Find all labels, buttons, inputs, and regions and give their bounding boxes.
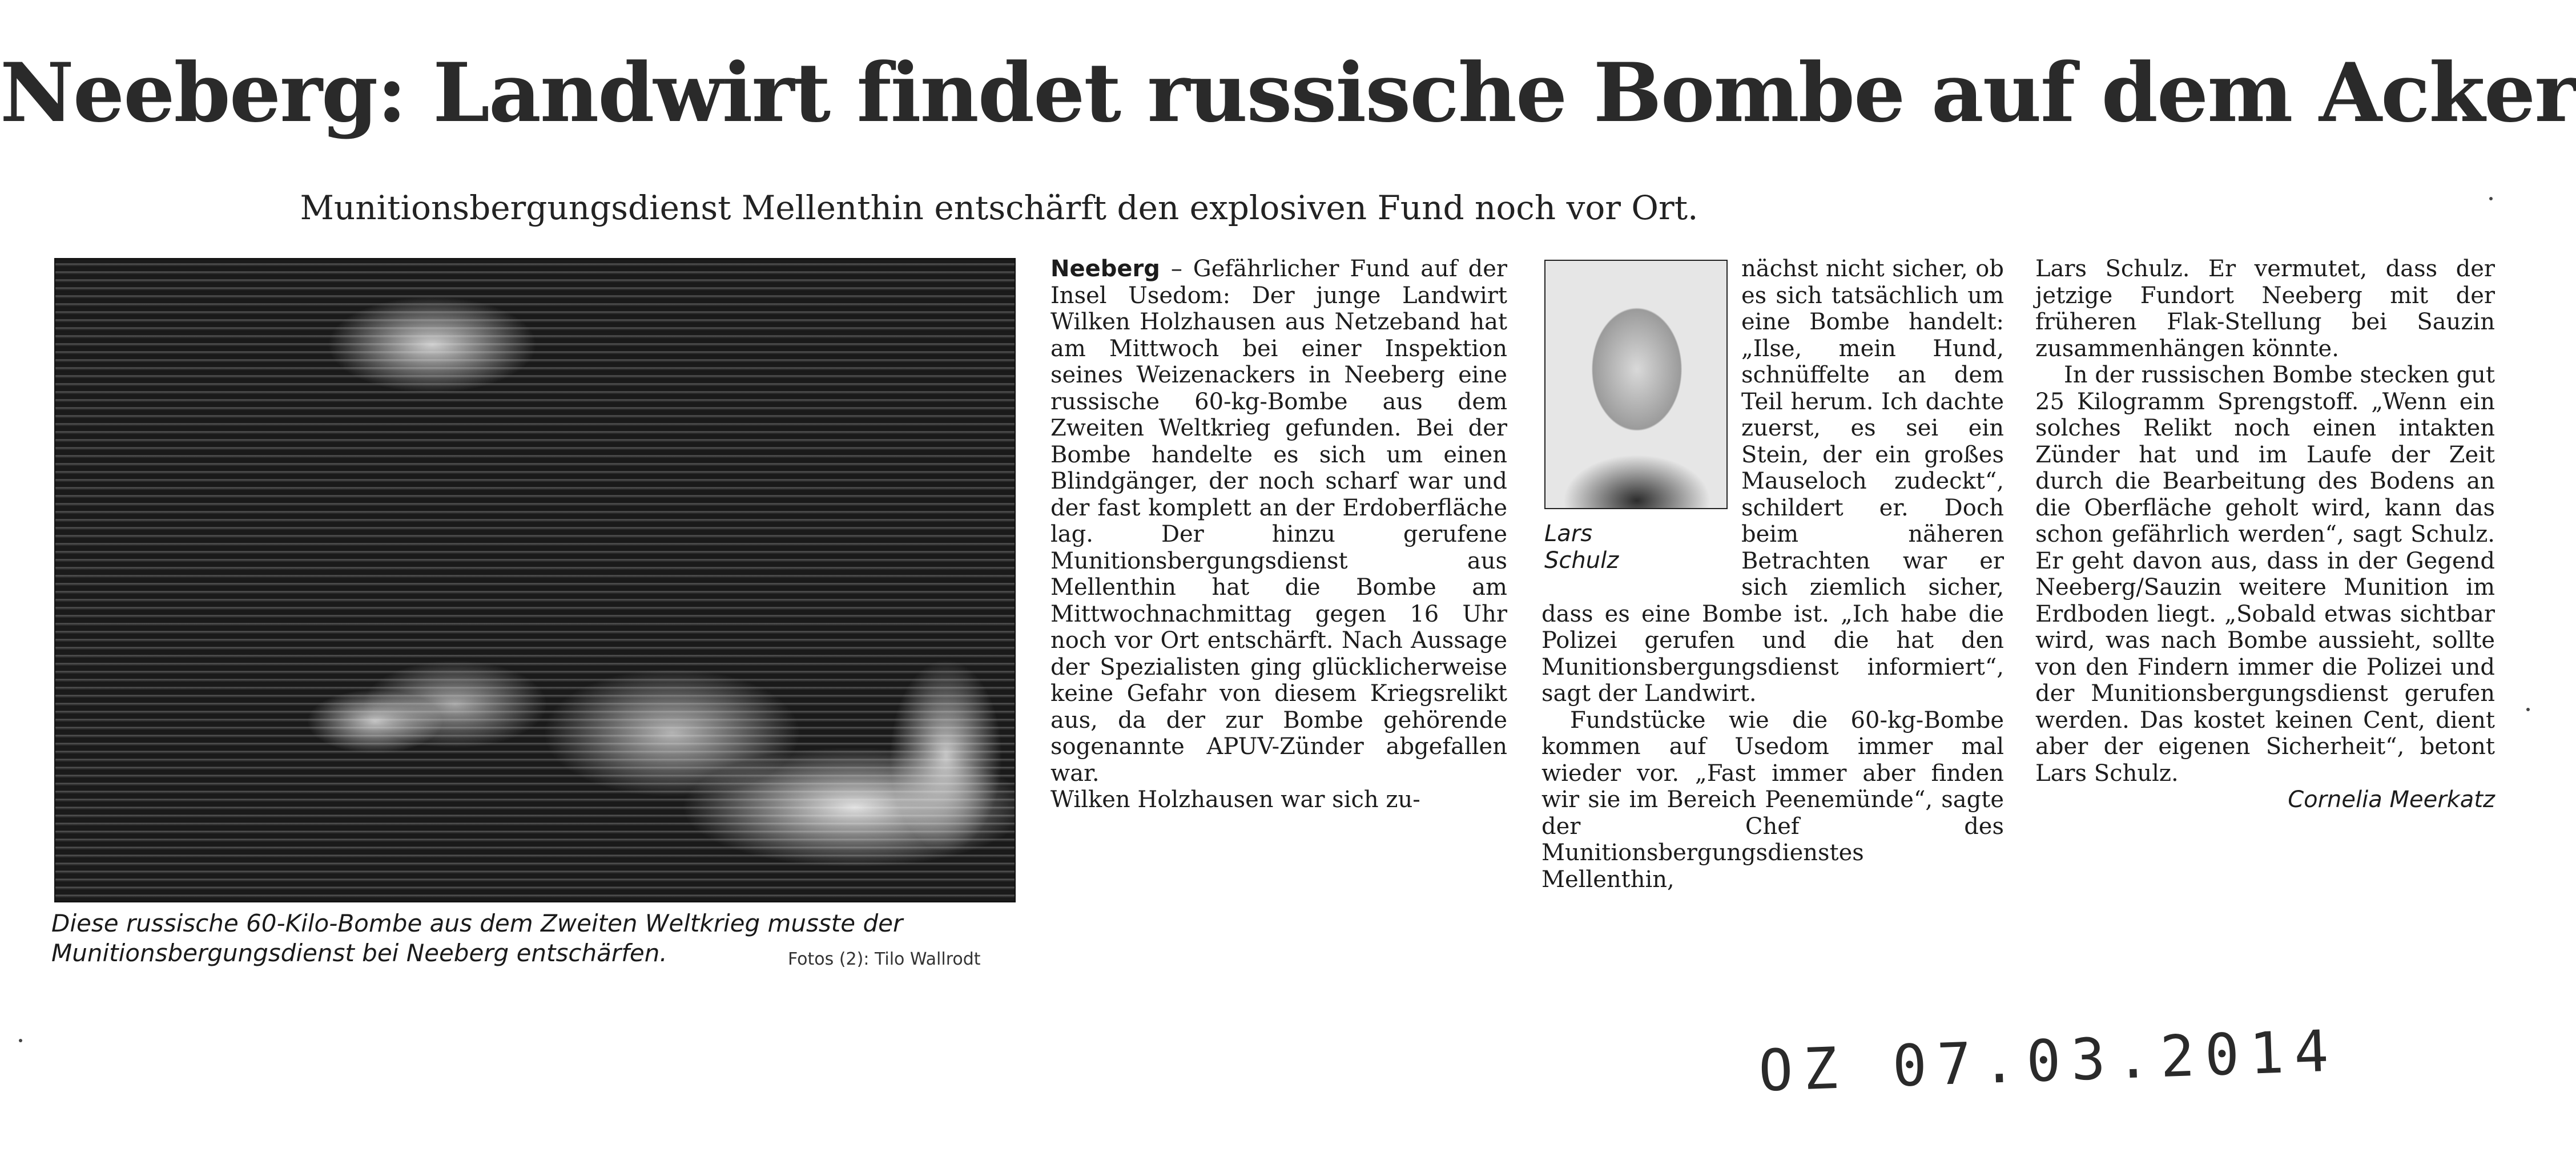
paragraph: In der russischen Bombe stecken gut 25 Kilogramm Sprengstoff. „Wenn ein solches Relikt noch einen intakten Zünder hat und im Laufe der Zeit durch die Bearbeitung des Bodens an die Oberfläche geholt wird, kann das schon gefährlich werden“, sagt Schulz. Er geht davon aus, dass in der Gegend Neeberg/Sauzin weitere Munition im Erdboden liegt. „Sobald etwas sichtbar wird, was nach Bombe aussieht, sollte von den Findern immer die Polizei und der Munitionsbergungsdienst gerufen werden. Das kostet keinen Cent, dient aber der eigenen Sicherheit“, betont Lars Schulz.: [2035, 362, 2495, 787]
paragraph: Lars Schulz. Er vermutet, dass der jetzige Fundort Neeberg mit der früheren Flak-Stellung bei Sauzin zusammenhängen könnte.: [2035, 256, 2495, 362]
scan-speck: [2526, 708, 2530, 711]
paragraph: Fundstücke wie die 60-kg-Bombe kommen auf Usedom immer mal wieder vor. „Fast immer aber finden wir sie im Bereich Peenemünde“, sagte der Chef des Munitionsbergungsdienstes Mellenthin,: [1541, 707, 2004, 893]
photo-caption: Diese russische 60-Kilo-Bombe aus dem Zweiten Weltkrieg musste der Munitionsbergungsdienst bei Neeberg entschärfen.: [51, 909, 903, 967]
scan-speck: [19, 1039, 22, 1042]
paragraph: – Gefährlicher Fund auf der Insel Usedom: Der junge Landwirt Wilken Holzhausen aus Netzeband hat am Mittwoch bei einer Inspektion seines Weizenackers in Neeberg eine russische 60-kg-Bombe aus dem Zweiten Weltkrieg gefunden. Bei der Bombe handelte es sich um einen Blindgänger, der noch scharf war und der fast komplett an der Erdoberfläche lag. Der hinzu gerufene Munitionsbergungsdienst aus Mellenthin hat die Bombe am Mittwochnachmittag gegen 16 Uhr noch vor Ort entschärft. Nach Aussage der Spezialisten ging glücklicherweise keine Gefahr von diesem Kriegsrelikt aus, da der zur Bombe gehörende sogenannte APUV-Zünder abgefallen war.: [1050, 256, 1507, 787]
bomb-photo: [54, 258, 1016, 902]
author-byline: Cornelia Meerkatz: [2288, 787, 2495, 813]
photo-credit: Fotos (2): Tilo Wallrodt: [788, 949, 981, 969]
portrait-space: [1541, 256, 1741, 598]
article-column-2: [1541, 256, 2004, 893]
article-subheadline: Munitionsbergungsdienst Mellenthin entschärft den explosiven Fund noch vor Ort.: [300, 188, 1698, 227]
article-column-3: [2035, 256, 2495, 813]
portrait-caption: Lars Schulz: [1544, 521, 1619, 574]
article-headline: Neeberg: Landwirt findet russische Bombe auf dem Acker: [0, 46, 2576, 140]
article-column-1: [1050, 256, 1507, 813]
scan-speck: [2489, 197, 2493, 200]
dateline: Neeberg: [1050, 256, 1160, 282]
paragraph: nächst nicht sicher, ob es sich tatsächlich um eine Bombe handelt: „Ilse, mein Hund, schnüffelte an dem Teil herum. Ich dachte zuerst, es sei ein Stein, der ein großes Mauseloch zudeckt“, schildert er. Doch beim näheren Betrachten war er sich ziemlich sicher, dass es eine Bombe ist. „Ich habe die Polizei gerufen und die hat den Munitionsbergungsdienst informiert“, sagt der Landwirt.: [1541, 256, 2004, 707]
handwritten-date-note: OZ 07.03.2014: [1757, 1017, 2340, 1104]
paragraph: Wilken Holzhausen war sich zu-: [1050, 787, 1420, 813]
